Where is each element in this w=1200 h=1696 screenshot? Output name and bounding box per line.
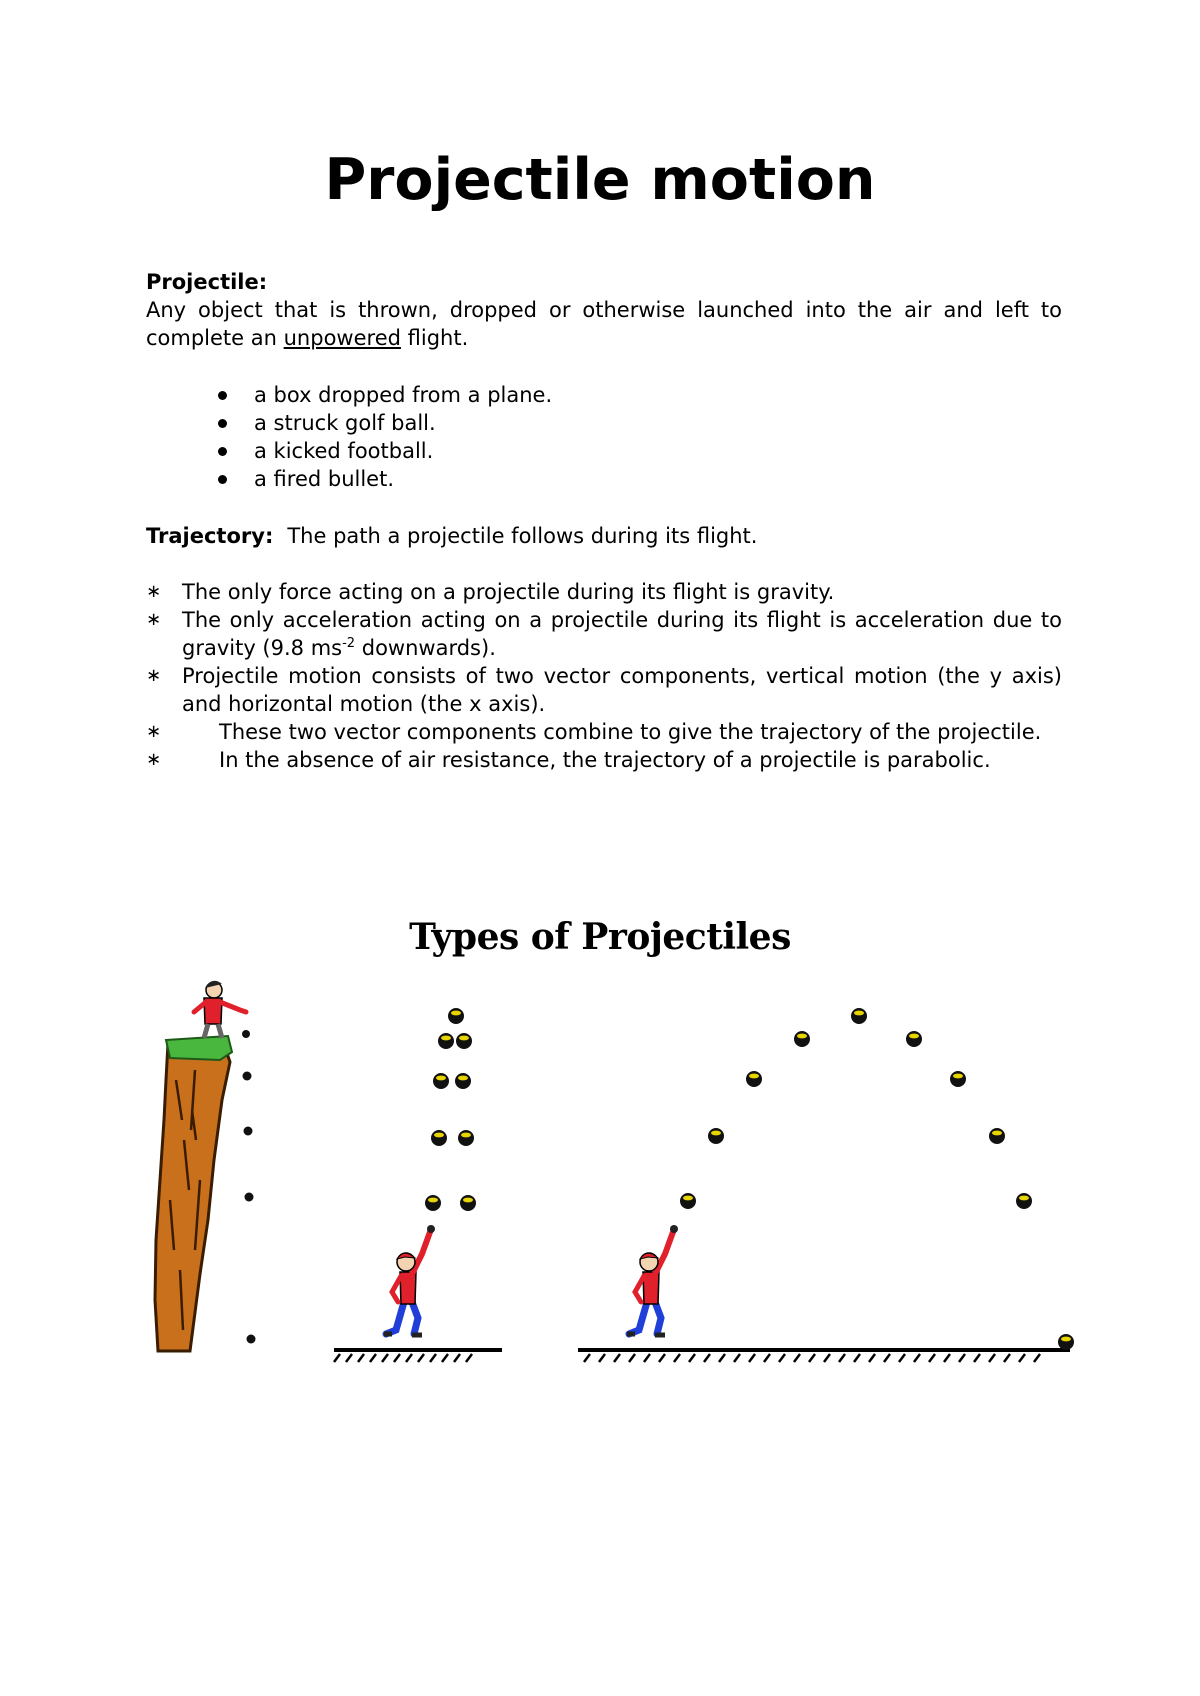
ball-mark	[247, 1335, 256, 1344]
ball-mark	[989, 1128, 1005, 1144]
projectile-definition-end: flight.	[400, 326, 469, 350]
unpowered-word: unpowered	[283, 326, 401, 350]
asterisk-bullet-icon: ∗	[146, 721, 162, 742]
projectile-heading: Projectile:	[146, 270, 268, 294]
ball-mark	[460, 1195, 476, 1211]
ball-mark	[438, 1033, 454, 1049]
ball-mark	[448, 1008, 464, 1024]
ball-mark	[455, 1073, 471, 1089]
trajectory-definition-line	[146, 522, 1062, 550]
ground-line	[578, 1350, 1070, 1362]
asterisk-bullet-icon: ∗	[146, 581, 162, 602]
list-item: ∗ The only force acting on a projectile during its flight is gravity.	[146, 580, 835, 604]
ball-mark	[1058, 1334, 1074, 1350]
ball-mark	[851, 1008, 867, 1024]
ball-mark	[244, 1127, 253, 1136]
list-item: ∗ Projectile motion consists of two vector components, vertical motion (the y axis) and horizontal motion (the x axis).	[146, 664, 1062, 716]
ball-mark	[680, 1193, 696, 1209]
trajectory-definition: The path a projectile follows during its flight.	[287, 524, 758, 548]
projectile-definition-start: Any object that is thrown, dropped or otherwise launched into the air and left to complete an	[146, 298, 1062, 350]
ball-mark	[746, 1071, 762, 1087]
asterisk-bullet-icon: ∗	[146, 749, 162, 770]
cliff-illustration	[155, 981, 246, 1351]
bullet-icon	[218, 391, 227, 400]
ball-mark	[243, 1072, 252, 1081]
trajectory-heading: Trajectory:	[146, 524, 274, 548]
vertical-throw-illustration	[334, 1008, 502, 1362]
projectile-definition	[146, 296, 1062, 352]
ball-mark	[906, 1031, 922, 1047]
asterisk-bullet-icon: ∗	[146, 609, 162, 630]
superscript: -2	[342, 636, 356, 651]
ground-line	[334, 1350, 502, 1362]
projectile-types-diagram	[0, 970, 1200, 1370]
ball-mark	[794, 1031, 810, 1047]
ball-mark	[431, 1130, 447, 1146]
ball-mark	[456, 1033, 472, 1049]
ball-mark	[425, 1195, 441, 1211]
ball-mark	[433, 1073, 449, 1089]
bullet-icon	[218, 447, 227, 456]
parabolic-throw-illustration	[578, 1008, 1074, 1362]
ball-mark	[708, 1128, 724, 1144]
bullet-icon	[218, 475, 227, 484]
ball-mark	[245, 1193, 254, 1202]
ball-mark	[1016, 1193, 1032, 1209]
page-title: Projectile motion	[324, 147, 876, 213]
dropped-balls	[242, 1030, 256, 1344]
thrower-figure	[627, 1225, 678, 1335]
ball-mark	[950, 1071, 966, 1087]
thrower-figure	[384, 1225, 435, 1335]
bullet-icon	[218, 419, 227, 428]
diagram-title: Types of Projectiles	[409, 916, 791, 958]
list-item: ∗ In the absence of air resistance, the trajectory of a projectile is parabolic.	[146, 748, 991, 772]
list-item: ∗ The only acceleration acting on a projectile during its flight is acceleration due to gravity (9.8 $ms^{-2}$ downwards).	[146, 608, 1062, 660]
facts-list	[146, 578, 1062, 774]
list-item: ∗ These two vector components combine to give the trajectory of the projectile.	[146, 720, 1042, 744]
ball-mark	[242, 1030, 250, 1038]
ball-mark	[458, 1130, 474, 1146]
asterisk-bullet-icon: ∗	[146, 665, 162, 686]
